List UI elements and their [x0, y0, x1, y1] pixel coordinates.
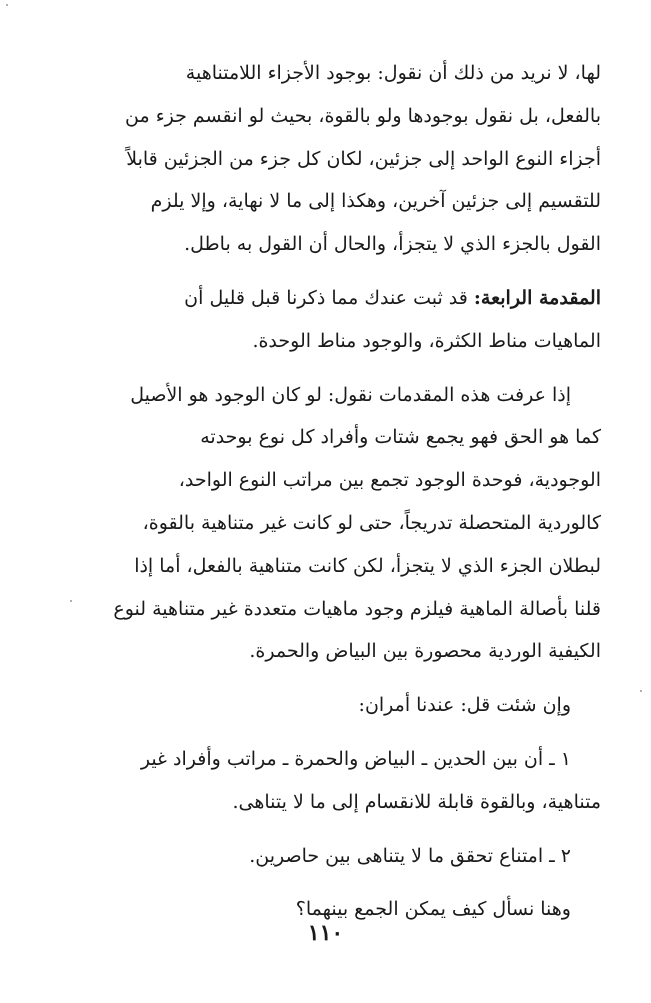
- paragraph-1-line-4: للتقسيم إلى جزئين آخرين، وهكذا إلى ما لا نهاية، وإلا يلزم: [150, 190, 601, 213]
- paragraph-3-line-1: إذا عرفت هذه المقدمات نقول: لو كان الوجود هو الأصيل: [130, 383, 571, 406]
- scan-speck: [70, 600, 72, 602]
- paragraph-4: وإن شئت قل: عندنا أمران:: [358, 694, 571, 717]
- paragraph-1-line-3: أجزاء النوع الواحد إلى جزئين، لكان كل جزء من الجزئين قابلاً: [126, 147, 601, 170]
- paragraph-2-line-1: [83, 283, 601, 326]
- paragraph-6: ٢ ـ امتناع تحقق ما لا يتناهى بين حاصرين.: [249, 844, 571, 867]
- body-text: [83, 58, 601, 937]
- paragraph-3-line-6: قلنا بأصالة الماهية فيلزم وجود ماهيات متعددة غير متناهية لنوع: [113, 597, 601, 620]
- scan-speck: [640, 690, 642, 692]
- paragraph-3-line-7: الكيفية الوردية محصورة بين البياض والحمرة.: [249, 640, 601, 663]
- paragraph-1-line-5: القول بالجزء الذي لا يتجزأ، والحال أن القول به باطل.: [184, 233, 601, 256]
- paragraph-1-line-1: لها، لا نريد من ذلك أن نقول: بوجود الأجزاء اللامتناهية: [185, 62, 601, 84]
- paragraph-7: وهنا نسأل كيف يمكن الجمع بينهما؟: [295, 898, 571, 921]
- paragraph-2-line-2: الماهيات مناط الكثرة، والوجود مناط الوحدة.: [252, 329, 601, 352]
- scan-speck: [6, 4, 8, 6]
- paragraph-2-line-1-text: قد ثبت عندك مما ذكرنا قبل قليل أن: [184, 286, 474, 309]
- section-heading: المقدمة الرابعة:: [473, 286, 601, 309]
- page-number: ١١٠: [307, 920, 344, 946]
- paragraph-3-line-3: الوجودية، فوحدة الوجود تجمع بين مراتب النوع الواحد،: [178, 469, 601, 492]
- paragraph-3-line-4: كالوردية المتحصلة تدريجاً، حتى لو كانت غير متناهية بالقوة،: [142, 511, 601, 534]
- paragraph-1-line-2: بالفعل، بل نقول بوجودها ولو بالقوة، بحيث لو انقسم جزء من: [125, 104, 601, 127]
- paragraph-3-line-2: كما هو الحق فهو يجمع شتات وأفراد كل نوع بوحدته: [200, 426, 601, 449]
- paragraph-3-line-5: لبطلان الجزء الذي لا يتجزأ، لكن كانت متناهية بالفعل، أما إذا: [134, 554, 601, 577]
- paragraph-5-line-2: متناهية، وبالقوة قابلة للانقسام إلى ما لا يتناهى.: [232, 790, 601, 813]
- paragraph-5-line-1: ١ ـ أن بين الحدين ـ البياض والحمرة ـ مراتب وأفراد غير: [140, 747, 571, 770]
